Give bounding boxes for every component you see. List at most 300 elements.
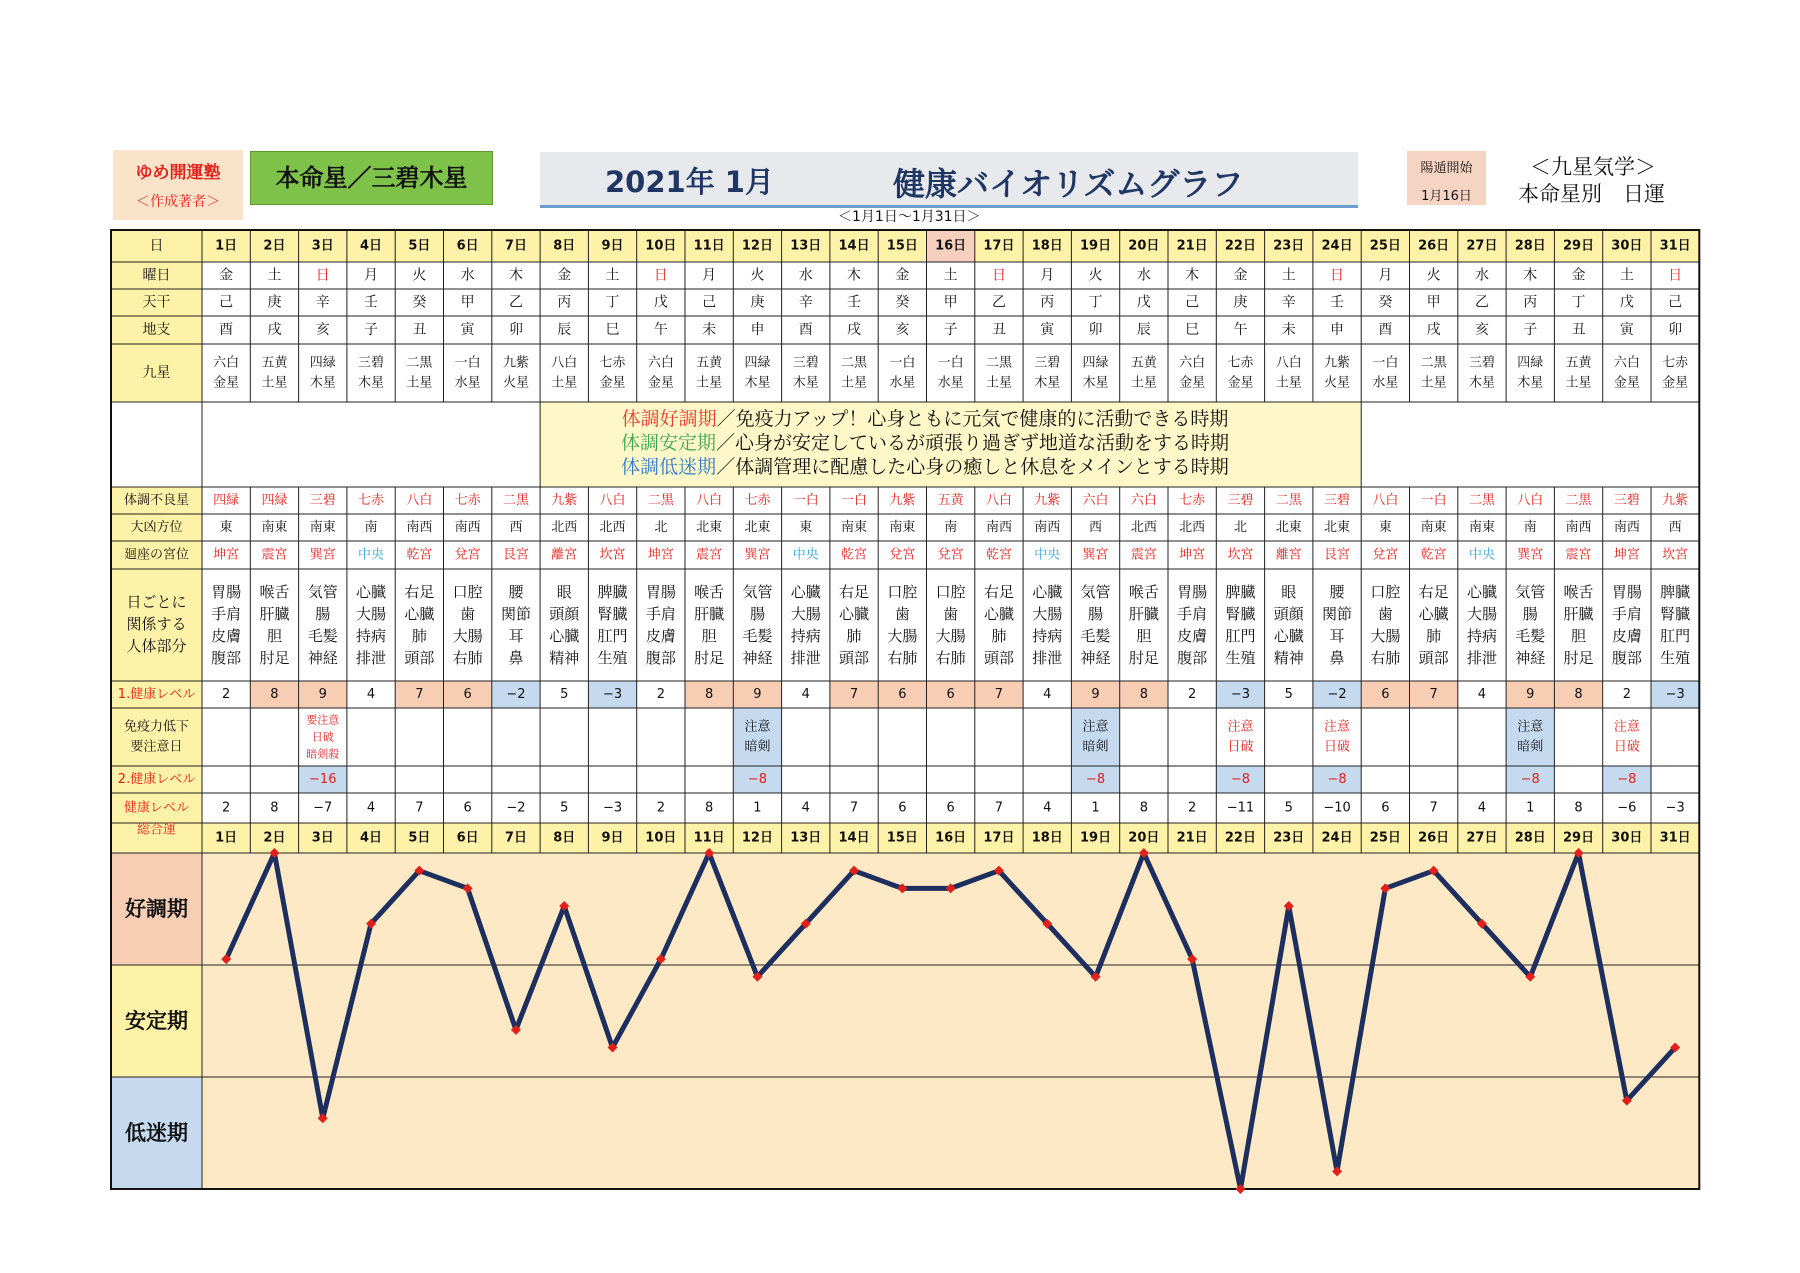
body-part-cell: 精神: [549, 649, 580, 667]
row-label-total-1: 健康レベル: [123, 800, 190, 816]
day-header-cell: 3日: [311, 238, 334, 254]
body-part-cell: 肘足: [1563, 649, 1594, 667]
level1-cell: −3: [1230, 687, 1251, 702]
body-part-cell: 大腸: [452, 627, 483, 645]
day-header-cell: 16日: [935, 238, 967, 254]
weekday-cell: 火: [1426, 267, 1441, 284]
body-part-cell: 腸: [749, 605, 765, 623]
immune-cell: 注意: [1082, 719, 1109, 735]
palace-cell: 乾宮: [1420, 547, 1447, 563]
body-part-cell: 鼻: [508, 649, 524, 667]
author-name: ゆめ開運塾: [135, 163, 221, 183]
body-part-cell: 右足: [983, 583, 1014, 601]
day-footer-cell: 5日: [408, 830, 431, 846]
day-header-cell: 8日: [553, 238, 576, 254]
row-label-bad-star: 体調不良星: [123, 493, 190, 508]
period-label: 好調期: [125, 897, 188, 921]
band-text-good: ／免疫力アップ！心身ともに元気で健康的に活動できる時期: [716, 408, 1229, 430]
kyusei-cell-bottom: 木星: [309, 375, 336, 391]
kyusei-cell-top: 三碧: [358, 355, 385, 371]
body-part-cell: 右肺: [887, 649, 918, 667]
palace-cell: 坤宮: [213, 547, 240, 563]
bad-star-cell: 八白: [406, 493, 433, 508]
body-part-cell: 右足: [839, 583, 870, 601]
period-label: 安定期: [125, 1009, 188, 1033]
weekday-cell: 土: [605, 267, 620, 284]
total-cell: 8: [1139, 800, 1148, 816]
day-header-cell: 27日: [1466, 238, 1498, 254]
body-part-cell: 毛髪: [307, 627, 338, 645]
level1-cell: 5: [560, 687, 569, 702]
row-label-immune-2: 要注意日: [130, 739, 183, 755]
total-cell: −3: [1665, 800, 1685, 816]
kyusei-cell-top: 三碧: [1034, 355, 1061, 371]
bad-star-cell: 六白: [1082, 493, 1109, 508]
kyusei-cell-bottom: 木星: [1034, 375, 1061, 391]
weekday-cell: 木: [1523, 267, 1538, 284]
direction-cell: 南東: [309, 520, 336, 535]
palace-cell: 乾宮: [841, 547, 868, 563]
total-cell: 6: [898, 800, 907, 816]
tenkan-cell: 甲: [1426, 294, 1441, 311]
direction-cell: 北西: [1179, 520, 1206, 535]
title-date: 2021年 1月: [605, 165, 774, 199]
direction-cell: 南: [944, 520, 958, 535]
day-footer-cell: 27日: [1466, 830, 1498, 846]
level1-cell: 5: [1284, 687, 1293, 702]
kyusei-cell-bottom: 木星: [792, 375, 819, 391]
bad-star-cell: 四緑: [213, 493, 240, 508]
day-footer-cell: 11日: [693, 830, 725, 846]
row-label-body-3: 人体部分: [126, 637, 187, 655]
level1-cell: 9: [1526, 687, 1535, 702]
body-part-cell: 肺: [991, 627, 1007, 645]
kyusei-cell-top: 八白: [551, 355, 578, 371]
bad-star-cell: 九紫: [1662, 493, 1689, 508]
body-part-cell: 心臓: [983, 605, 1014, 623]
direction-cell: 北西: [599, 520, 626, 535]
weekday-cell: 月: [702, 267, 717, 284]
total-cell: 1: [1091, 800, 1100, 816]
kyusei-cell-bottom: 土星: [406, 375, 433, 391]
kyusei-cell-top: 四緑: [1082, 355, 1109, 371]
body-part-cell: 手肩: [211, 605, 242, 623]
kyusei-cell-bottom: 木星: [358, 375, 385, 391]
total-cell: 2: [656, 800, 665, 816]
row-label-level2: 2.健康レベル: [117, 772, 196, 787]
weekday-cell: 土: [943, 267, 958, 284]
kyusei-cell-bottom: 火星: [1324, 375, 1351, 391]
direction-cell: 南: [364, 520, 378, 535]
level1-cell: 7: [415, 687, 424, 702]
bad-star-cell: 七赤: [454, 493, 481, 508]
level2-cell: −8: [1327, 772, 1347, 787]
body-part-cell: 手肩: [1611, 605, 1642, 623]
day-footer-cell: 17日: [983, 830, 1015, 846]
bad-star-cell: 八白: [599, 493, 626, 508]
chishi-cell: 辰: [557, 322, 572, 338]
kyusei-title: ＜九星気学＞: [1530, 155, 1656, 179]
day-header-cell: 4日: [360, 238, 383, 254]
body-part-cell: 胆: [701, 627, 717, 645]
band-legend-stable: [500, 431, 1350, 455]
direction-cell: 南西: [1613, 520, 1640, 535]
body-part-cell: 神経: [307, 649, 338, 667]
kyusei-cell-top: 一白: [937, 355, 964, 371]
day-header-cell: 19日: [1080, 238, 1112, 254]
bad-star-cell: 九紫: [551, 493, 578, 508]
body-part-cell: 眼: [1281, 583, 1297, 601]
bad-star-cell: 七赤: [1179, 493, 1206, 508]
level1-cell: 9: [318, 687, 327, 702]
body-part-cell: 喉舌: [694, 583, 725, 601]
immune-cell: 注意: [1613, 719, 1640, 735]
level1-cell: 6: [463, 687, 472, 702]
weekday-cell: 火: [1088, 267, 1103, 284]
body-part-cell: 腰: [508, 583, 524, 601]
tenkan-cell: 庚: [750, 294, 765, 311]
kyusei-cell-top: 五黄: [696, 355, 723, 371]
tenkan-cell: 丙: [1040, 294, 1055, 311]
body-part-cell: 大腸: [790, 605, 821, 623]
chishi-cell: 酉: [219, 322, 234, 338]
kyusei-cell-bottom: 土星: [1275, 375, 1302, 391]
body-part-cell: 肺: [846, 627, 862, 645]
bad-star-cell: 二黒: [647, 493, 674, 508]
immune-cell: 暗剣: [1517, 739, 1544, 755]
weekday-cell: 日: [1668, 267, 1683, 284]
body-part-cell: 肝臓: [694, 605, 725, 623]
tenkan-cell: 戊: [1619, 294, 1634, 311]
kyusei-cell-top: 二黒: [406, 355, 433, 371]
day-header-cell: 7日: [504, 238, 527, 254]
body-part-cell: 脾臓: [1225, 583, 1256, 601]
tenkan-cell: 戊: [1136, 294, 1151, 311]
row-label-level1: 1.健康レベル: [117, 687, 196, 702]
palace-cell: 巽宮: [1082, 547, 1109, 563]
level1-cell: 7: [994, 687, 1004, 702]
tenkan-cell: 辛: [798, 294, 813, 311]
tenkan-cell: 辛: [315, 294, 330, 311]
chishi-cell: 亥: [895, 322, 910, 338]
body-part-cell: 神経: [742, 649, 773, 667]
weekday-cell: 土: [1281, 267, 1296, 284]
palace-cell: 中央: [358, 547, 385, 563]
bad-star-cell: 三碧: [1227, 493, 1254, 508]
total-cell: −3: [602, 800, 623, 816]
total-cell: 4: [801, 800, 810, 816]
total-cell: −7: [313, 800, 333, 816]
body-part-cell: 頭部: [839, 649, 870, 667]
body-part-cell: 肘足: [259, 649, 290, 667]
body-part-cell: 排泄: [1032, 649, 1063, 667]
body-part-cell: 気管: [742, 583, 773, 601]
bad-star-cell: 一白: [841, 493, 868, 508]
tenkan-cell: 甲: [460, 294, 475, 311]
day-header-cell: 28日: [1514, 238, 1546, 254]
body-part-cell: 耳: [508, 627, 524, 645]
body-part-cell: 胆: [1571, 627, 1587, 645]
body-part-cell: 右肺: [452, 649, 483, 667]
body-part-cell: 右肺: [935, 649, 966, 667]
direction-cell: 西: [509, 520, 523, 535]
body-part-cell: 肘足: [1128, 649, 1159, 667]
body-part-cell: 腹部: [211, 649, 242, 667]
weekday-cell: 日: [1330, 267, 1345, 284]
body-part-cell: 腸: [315, 605, 331, 623]
kyusei-cell-bottom: 土星: [1565, 375, 1592, 391]
weekday-cell: 金: [219, 267, 234, 284]
body-part-cell: 歯: [1377, 605, 1393, 623]
level2-cell: −8: [1085, 772, 1106, 787]
weekday-cell: 日: [991, 267, 1006, 284]
kyusei-cell-top: 二黒: [1420, 355, 1447, 371]
body-part-cell: 心臓: [790, 583, 821, 601]
level1-cell: 4: [1477, 687, 1487, 702]
body-part-cell: 頭部: [404, 649, 435, 667]
body-part-cell: 胃腸: [645, 583, 676, 601]
tenkan-cell: 丁: [1571, 294, 1586, 311]
total-cell: 7: [994, 800, 1004, 816]
band-text-stable: ／心身が安定しているが頑張り過ぎず地道な活動をする時期: [716, 432, 1230, 454]
weekday-cell: 金: [557, 267, 572, 284]
direction-cell: 北東: [1275, 520, 1302, 535]
tenkan-cell: 丙: [1523, 294, 1538, 311]
bad-star-cell: 二黒: [1275, 493, 1302, 508]
bad-star-cell: 二黒: [1468, 493, 1495, 508]
day-header-cell: 2日: [263, 238, 286, 254]
body-part-cell: 胃腸: [1611, 583, 1642, 601]
date-range: ＜1月1日～1月31日＞: [838, 209, 981, 225]
day-footer-cell: 26日: [1418, 830, 1450, 846]
day-header-cell: 18日: [1031, 238, 1063, 254]
body-part-cell: 肛門: [1660, 627, 1691, 645]
kyusei-cell-bottom: 金星: [213, 375, 240, 391]
palace-cell: 離宮: [1275, 547, 1302, 563]
body-part-cell: 肛門: [597, 627, 628, 645]
bad-star-cell: 九紫: [889, 493, 916, 508]
body-part-cell: 大腸: [356, 605, 387, 623]
tenkan-cell: 辛: [1281, 294, 1296, 311]
tenkan-cell: 乙: [1474, 294, 1489, 311]
weekday-cell: 水: [798, 267, 813, 284]
palace-cell: 艮宮: [1324, 547, 1351, 563]
body-part-cell: 耳: [1329, 627, 1345, 645]
immune-cell-fill: [1071, 708, 1119, 766]
weekday-cell: 水: [460, 267, 475, 284]
body-part-cell: 眼: [556, 583, 572, 601]
total-cell: 7: [415, 800, 424, 816]
day-footer-cell: 9日: [601, 830, 624, 846]
body-part-cell: 生殖: [597, 649, 628, 667]
band-legend-low: [500, 455, 1350, 479]
tenkan-cell: 庚: [267, 294, 282, 311]
day-header-cell: 23日: [1273, 238, 1305, 254]
weekday-cell: 木: [508, 267, 523, 284]
day-header-cell: 31日: [1659, 238, 1691, 254]
chishi-cell: 卯: [508, 322, 523, 338]
body-part-cell: 持病: [790, 627, 821, 645]
body-part-cell: 大腸: [887, 627, 918, 645]
level1-cell: 2: [656, 687, 665, 702]
body-part-cell: 脾臓: [597, 583, 628, 601]
kyusei-cell-top: 三碧: [792, 355, 819, 371]
level1-cell: 8: [1574, 687, 1583, 702]
tenkan-cell: 己: [702, 294, 717, 311]
total-cell: 2: [1188, 800, 1197, 816]
total-cell: 6: [1381, 800, 1390, 816]
band-key-good: 体調好調期: [621, 408, 717, 430]
row-label-body-1: 日ごとに: [126, 593, 187, 611]
immune-cell: 日破: [1324, 739, 1351, 755]
kyusei-cell-bottom: 水星: [889, 375, 916, 391]
row-label-direction: 大凶方位: [130, 520, 183, 535]
weekday-cell: 土: [1619, 267, 1634, 284]
day-header-cell: 17日: [983, 238, 1015, 254]
body-part-cell: 毛髪: [742, 627, 773, 645]
row-label-body-2: 関係する: [126, 615, 187, 633]
day-footer-cell: 12日: [741, 830, 773, 846]
level1-cell: 8: [270, 687, 279, 702]
body-part-cell: 気管: [307, 583, 338, 601]
body-part-cell: 喉舌: [1563, 583, 1594, 601]
tenkan-cell: 癸: [895, 294, 910, 311]
immune-cell: 暗剣: [1082, 739, 1109, 755]
kyusei-cell-bottom: 金星: [599, 375, 626, 391]
total-cell: 1: [753, 800, 762, 816]
body-part-cell: 持病: [356, 627, 387, 645]
palace-cell: 乾宮: [985, 547, 1012, 563]
day-header-cell: 14日: [838, 238, 870, 254]
day-header-cell: 9日: [601, 238, 624, 254]
chishi-cell: 戌: [267, 322, 282, 338]
weekday-cell: 月: [364, 267, 379, 284]
immune-cell: 暗剣: [744, 739, 771, 755]
palace-cell: 兌宮: [454, 547, 481, 563]
weekday-cell: 金: [1233, 267, 1248, 284]
palace-cell: 巽宮: [1517, 547, 1544, 563]
kyusei-cell-bottom: 木星: [1468, 375, 1495, 391]
palace-cell: 坎宮: [1662, 547, 1689, 563]
weekday-cell: 土: [267, 267, 282, 284]
row-label-kyusei: 九星: [142, 365, 171, 381]
kyusei-cell-bottom: 金星: [1662, 375, 1689, 391]
chishi-cell: 寅: [1619, 322, 1634, 338]
direction-cell: 北西: [1130, 520, 1157, 535]
tenkan-cell: 己: [1185, 294, 1200, 311]
tenkan-cell: 乙: [508, 294, 523, 311]
body-part-cell: 喉舌: [259, 583, 290, 601]
level1-cell: 4: [801, 687, 810, 702]
body-part-cell: 気管: [1515, 583, 1546, 601]
kyusei-cell-top: 二黒: [985, 355, 1012, 371]
kyusei-cell-bottom: 金星: [1227, 375, 1254, 391]
body-part-cell: 手肩: [645, 605, 676, 623]
kyusei-cell-bottom: 土星: [1130, 375, 1157, 391]
immune-cell: 注意: [744, 719, 771, 735]
body-part-cell: 肺: [411, 627, 427, 645]
immune-cell: 日破: [1227, 739, 1254, 755]
bad-star-cell: 八白: [696, 493, 723, 508]
weekday-cell: 金: [1571, 267, 1586, 284]
body-part-cell: 心臓: [839, 605, 870, 623]
body-part-cell: 排泄: [790, 649, 821, 667]
tenkan-cell: 壬: [1330, 294, 1345, 311]
chishi-cell: 丑: [1571, 322, 1586, 338]
body-part-cell: 頭部: [983, 649, 1014, 667]
kyusei-cell-bottom: 水星: [937, 375, 964, 391]
immune-cell: 注意: [1324, 719, 1351, 735]
body-part-cell: 手肩: [1177, 605, 1208, 623]
palace-cell: 坤宮: [1613, 547, 1640, 563]
day-footer-cell: 4日: [360, 830, 383, 846]
direction-cell: 南東: [1420, 520, 1447, 535]
day-footer-cell: 7日: [504, 830, 527, 846]
direction-cell: 南西: [1565, 520, 1592, 535]
body-part-cell: 大腸: [1466, 605, 1497, 623]
day-footer-cell: 1日: [215, 830, 238, 846]
day-header-cell: 25日: [1369, 238, 1401, 254]
body-part-cell: 歯: [943, 605, 959, 623]
bad-star-cell: 二黒: [1565, 493, 1592, 508]
kyusei-cell-top: 三碧: [1468, 355, 1495, 371]
body-part-cell: 神経: [1080, 649, 1111, 667]
day-header-cell: 13日: [790, 238, 822, 254]
direction-cell: 北東: [744, 520, 771, 535]
weekday-cell: 火: [750, 267, 765, 284]
chishi-cell: 寅: [460, 322, 475, 338]
total-cell: 7: [1429, 800, 1438, 816]
kyusei-cell-top: 四緑: [1517, 355, 1544, 371]
kyusei-cell-top: 九紫: [502, 355, 529, 371]
body-part-cell: 大腸: [1370, 627, 1401, 645]
body-part-cell: 腸: [1522, 605, 1538, 623]
day-footer-cell: 30日: [1611, 830, 1643, 846]
chart-plot-bg: [202, 853, 1699, 1189]
body-part-cell: 肝臓: [259, 605, 290, 623]
kyusei-cell-top: 五黄: [1130, 355, 1157, 371]
bad-star-cell: 三碧: [1613, 493, 1640, 508]
body-part-cell: 口腔: [887, 583, 918, 601]
direction-cell: 南東: [1468, 520, 1495, 535]
kyusei-cell-top: 六白: [1179, 355, 1206, 371]
body-part-cell: 肝臓: [1563, 605, 1594, 623]
chishi-cell: 亥: [1474, 322, 1489, 338]
body-part-cell: 持病: [1466, 627, 1497, 645]
kyusei-cell-bottom: 土星: [696, 375, 723, 391]
level1-cell: 2: [1622, 687, 1631, 702]
chishi-cell: 戌: [847, 322, 862, 338]
body-part-cell: 心臓: [1032, 583, 1063, 601]
direction-cell: 南西: [406, 520, 433, 535]
total-cell: 5: [1284, 800, 1293, 816]
day-header-cell: 29日: [1563, 238, 1595, 254]
palace-cell: 兌宮: [937, 547, 964, 563]
body-part-cell: 持病: [1032, 627, 1063, 645]
day-footer-cell: 20日: [1128, 830, 1160, 846]
body-part-cell: 鼻: [1329, 649, 1345, 667]
immune-cell-fill: [1506, 708, 1554, 766]
kyusei-cell-top: 六白: [647, 355, 674, 371]
palace-cell: 兌宮: [1372, 547, 1399, 563]
palace-cell: 中央: [1034, 547, 1061, 563]
palace-cell: 坎宮: [1227, 547, 1254, 563]
direction-cell: 北東: [696, 520, 723, 535]
body-part-cell: 胃腸: [1177, 583, 1208, 601]
body-part-cell: 神経: [1515, 649, 1546, 667]
immune-cell: 要注意: [306, 713, 340, 727]
body-part-cell: 肝臓: [1128, 605, 1159, 623]
